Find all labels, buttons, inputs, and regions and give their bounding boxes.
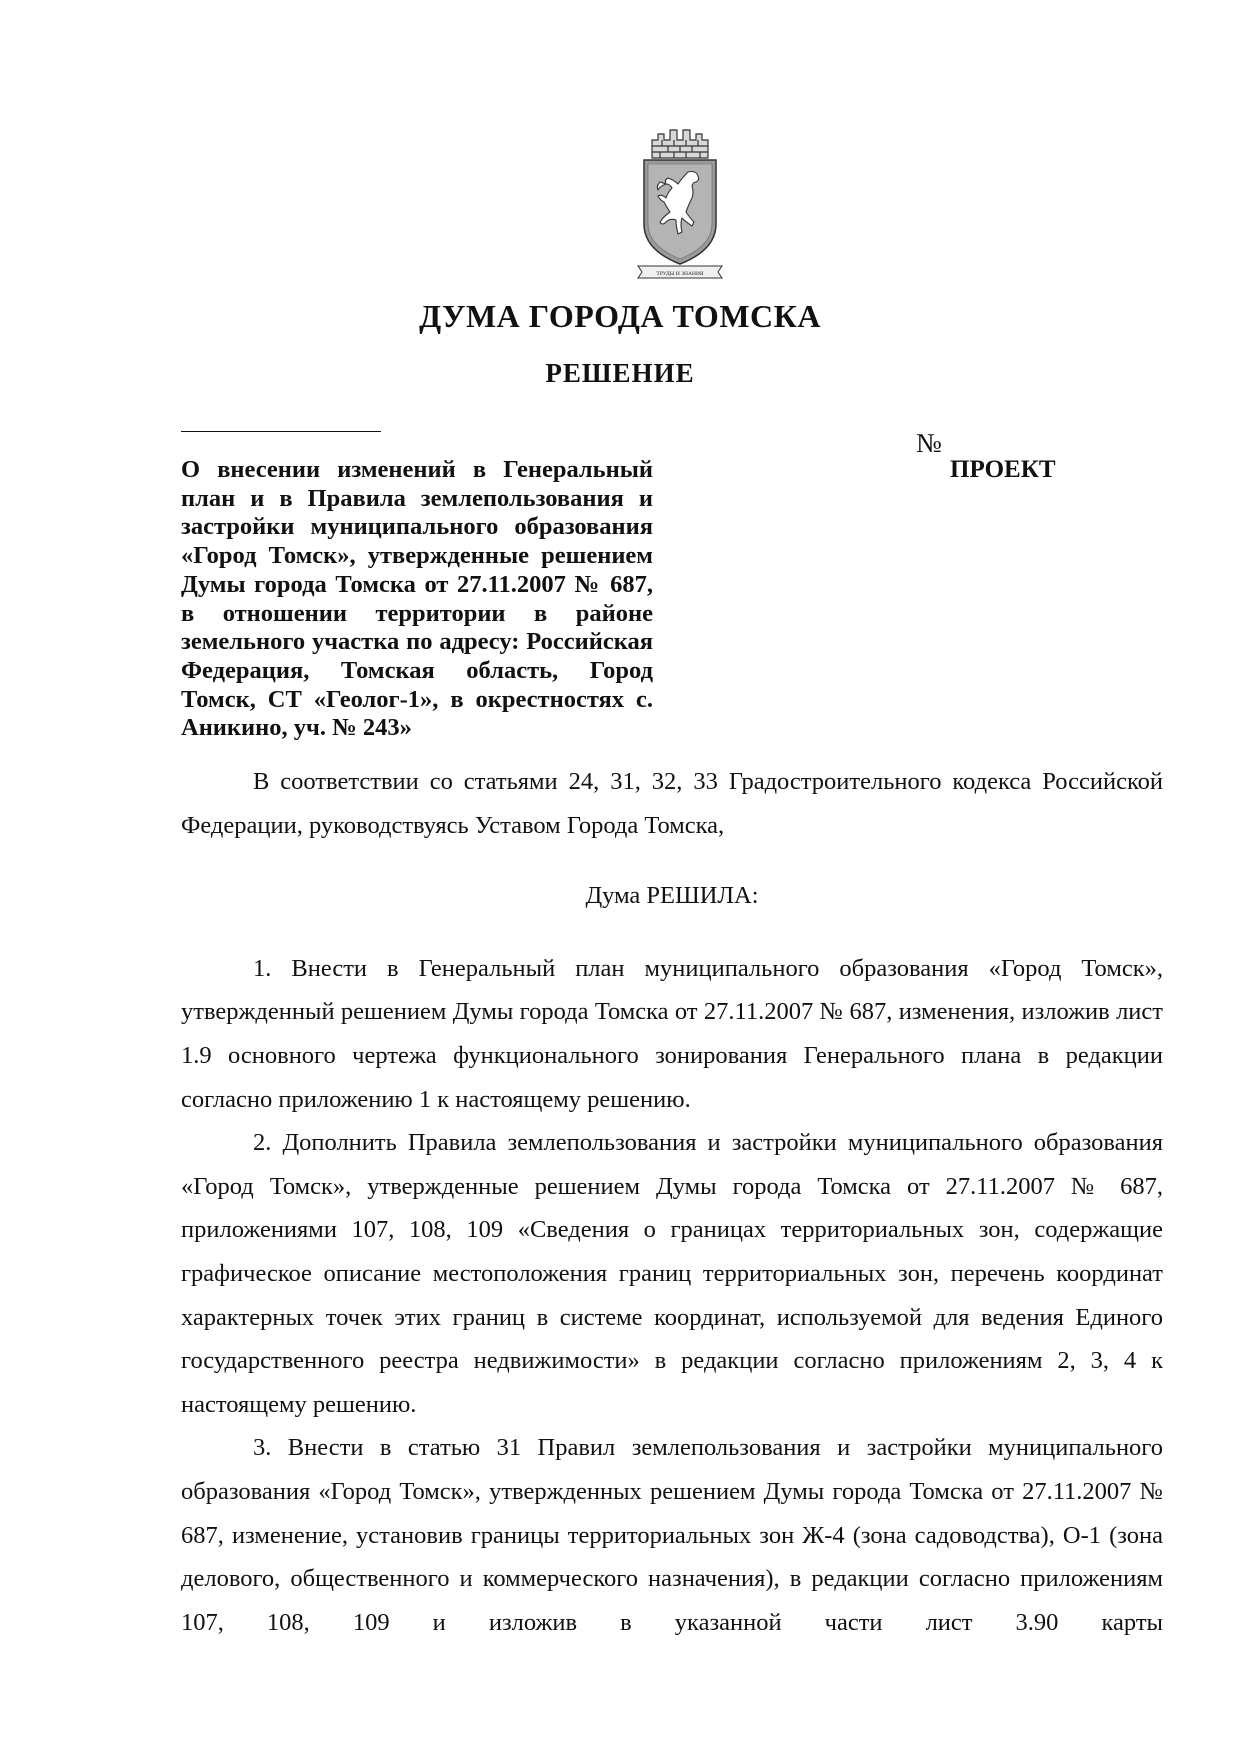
document-body	[181, 760, 1163, 1644]
decree-heading: Дума РЕШИЛА:	[585, 882, 759, 910]
resolution-item: 1. Внести в Генеральный план муниципального образования «Город Томск», утвержденный решением Думы города Томска от 27.11.2007 № 687, изменения, изложив лист 1.9 основного чертежа функционального зонирования Генерального плана в редакции согласно приложению 1 к настоящему решению.	[181, 954, 1163, 1113]
number-label: №	[916, 428, 942, 458]
mural-crown	[652, 130, 708, 158]
motto-ribbon	[638, 266, 722, 278]
draft-mark: ПРОЕКТ	[950, 456, 1056, 483]
organization-title: ДУМА ГОРОДА ТОМСКА	[419, 298, 821, 334]
tomsk-coat-of-arms-icon	[630, 126, 730, 281]
preamble: В соответствии со статьями 24, 31, 32, 33 Градостроительного кодекса Российской Федерации, руководствуясь Уставом Города Томска,	[181, 768, 1163, 839]
resolution-item: 3. Внести в статью 31 Правил землепользования и застройки муниципального образования «Город Томск», утвержденных решением Думы города Томска от 27.11.2007 № 687, изменение, установив границы территориальных зон Ж-4 (зона садоводства), О-1 (зона делового, общественного и коммерческого назначения), в редакции согласно приложениям 107, 108, 109 и изложив в указанной части лист 3.90 карты	[181, 1434, 1163, 1636]
document-subject: О внесении изменений в Генеральный план и в Правила землепользования и застройки муниципального образования «Город Томск», утвержденные решением Думы города Томска от 27.11.2007 № 687, в отношении территории в районе земельного участка по адресу: Российская Федерация, Томская область, Город Томск, СТ «Геолог-1», в окрестностях с. Аникино, уч. № 243»	[181, 456, 653, 742]
motto-text: ТРУДЫ И ЗНАНИЯ	[656, 271, 704, 277]
document-kind: РЕШЕНИЕ	[545, 358, 695, 388]
date-blank-line	[181, 431, 381, 432]
resolution-item: 2. Дополнить Правила землепользования и застройки муниципального образования «Город Томск», утвержденные решением Думы города Томска от 27.11.2007 № 687, приложениями 107, 108, 109 «Сведения о границах территориальных зон, содержащие графическое описание местоположения границ территориальных зон, перечень координат характерных точек этих границ в системе координат, используемой для ведения Единого государственного реестра недвижимости» в редакции согласно приложениям 2, 3, 4 к настоящему решению.	[181, 1129, 1163, 1418]
